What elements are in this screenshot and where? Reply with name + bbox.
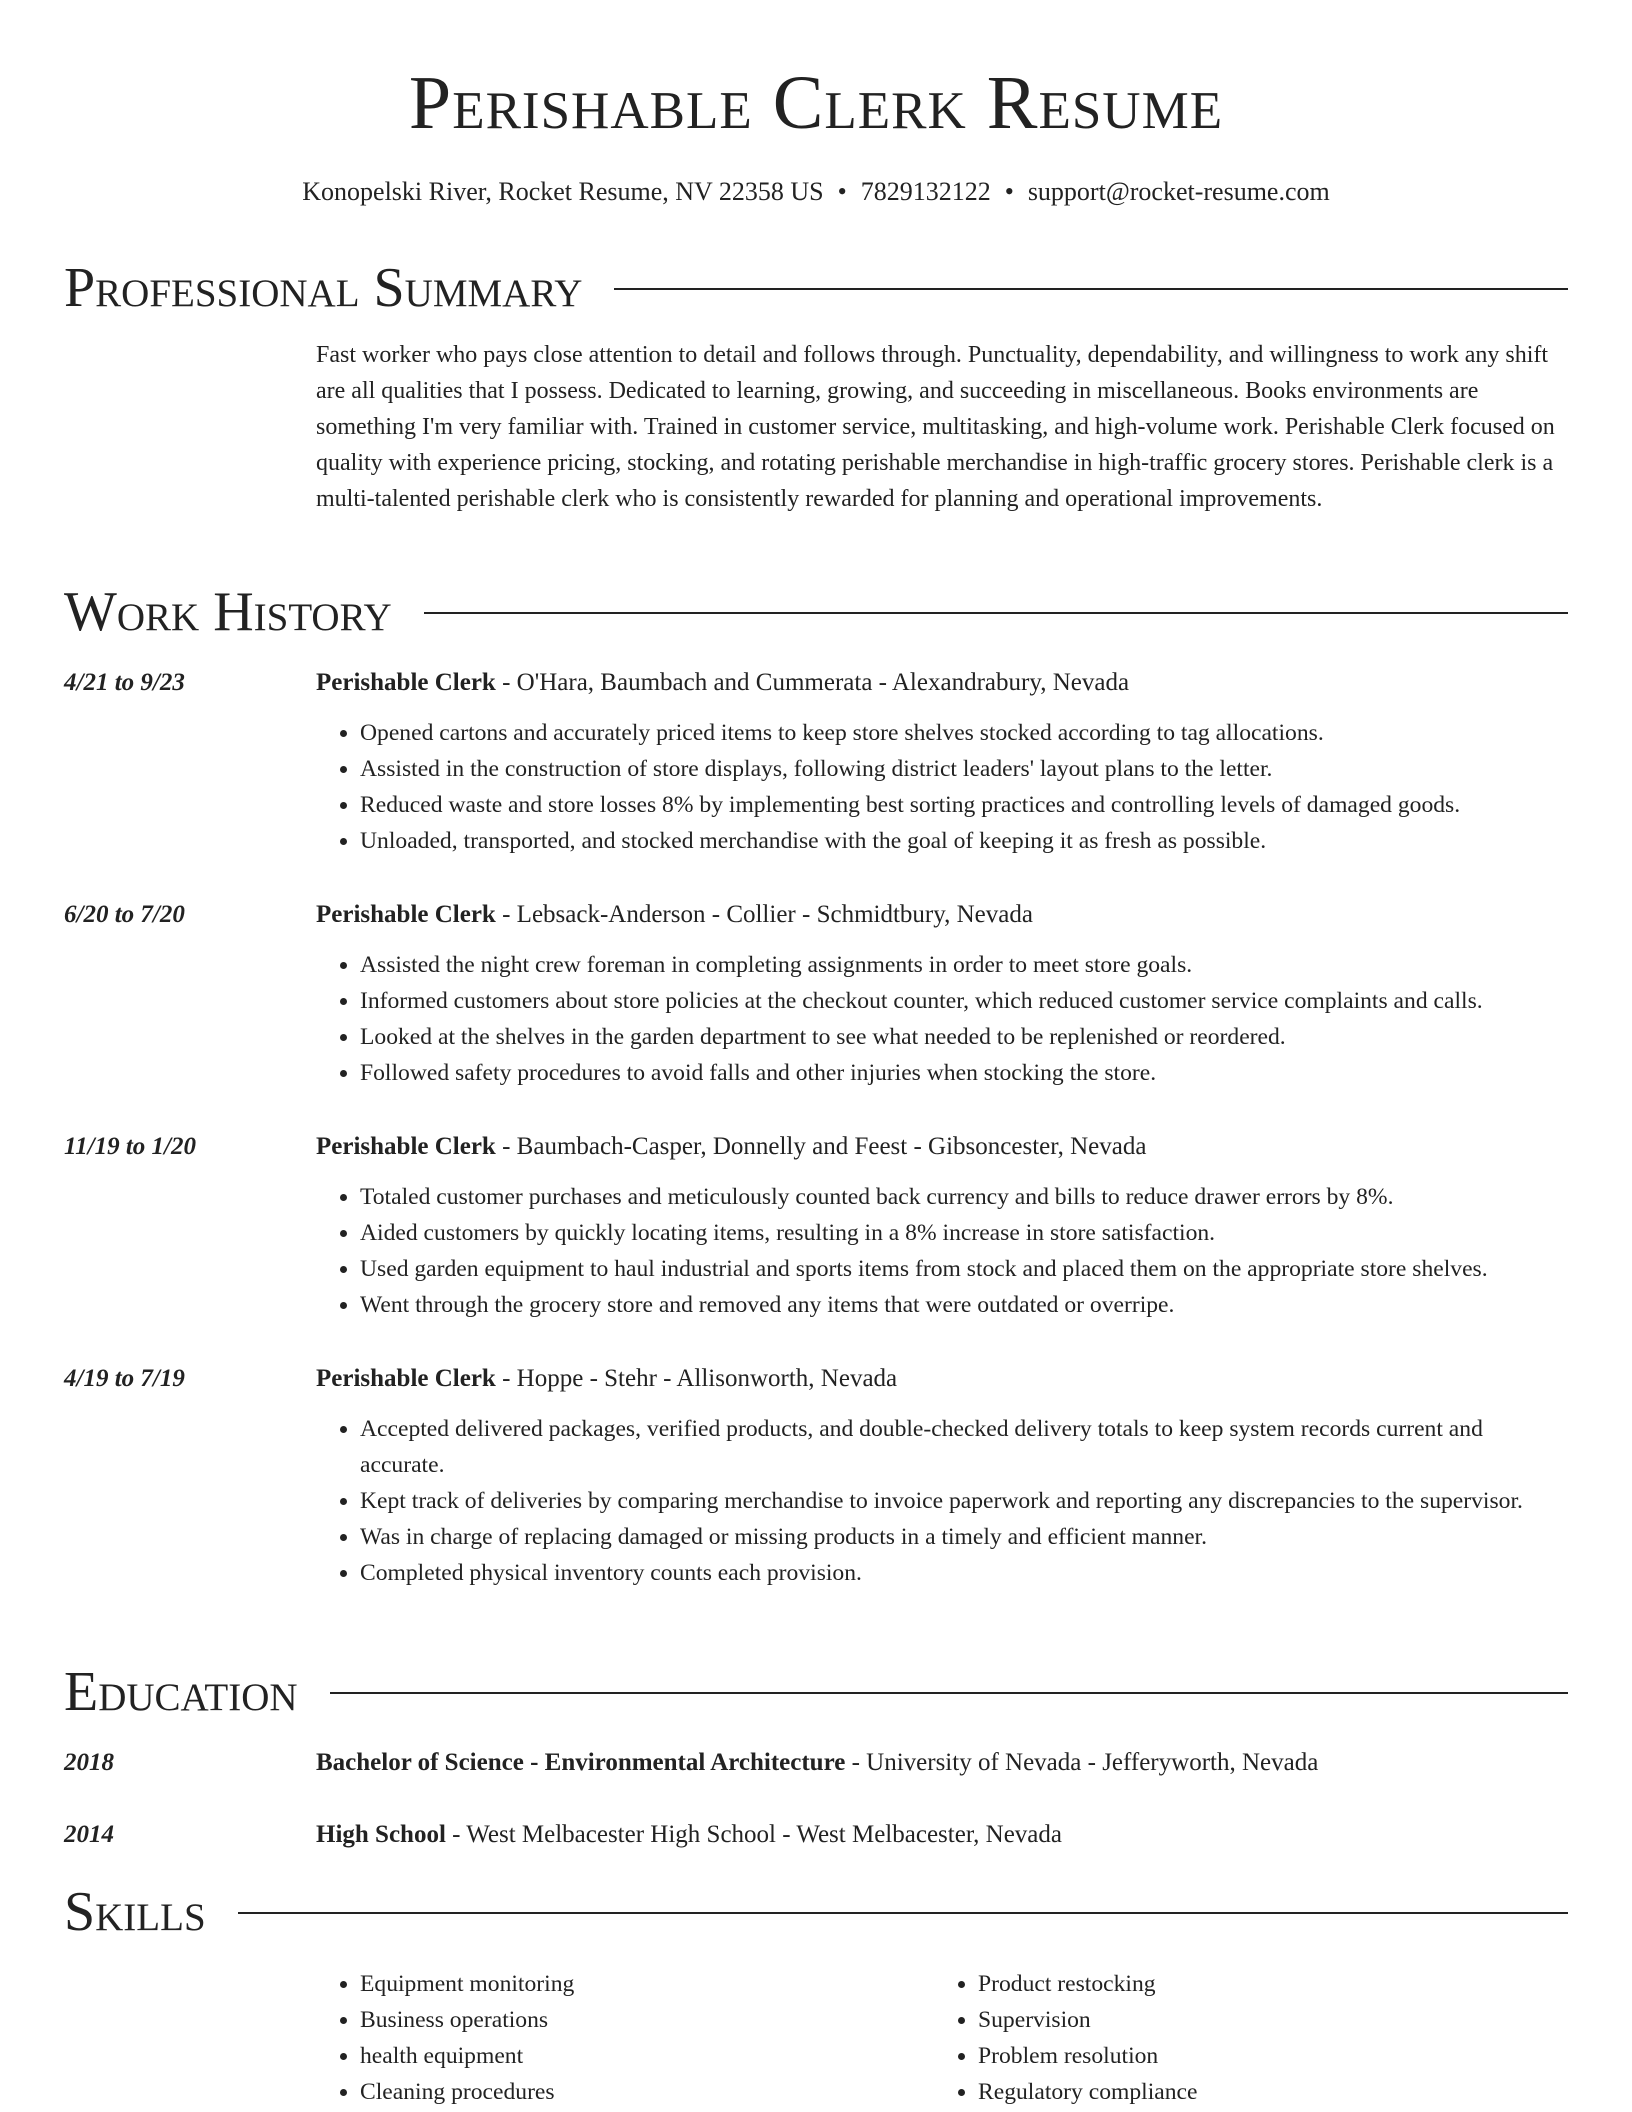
job-title: Perishable Clerk	[316, 901, 496, 928]
section-divider	[330, 1692, 1568, 1694]
contact-email[interactable]: support@rocket-resume.com	[1027, 177, 1330, 206]
skill-item: • Business operations	[360, 2002, 574, 2038]
job-bullet: • Informed customers about store policies at the checkout counter, which reduced customer service complaints and calls.	[360, 983, 1568, 1019]
section-title: Work History	[64, 581, 392, 643]
section-divider	[238, 1912, 1568, 1914]
job-title: Perishable Clerk	[316, 1365, 496, 1392]
education-entry	[64, 1745, 1568, 1781]
education-year: 2018	[64, 1749, 114, 1776]
education-heading	[316, 1745, 1568, 1781]
skill-item: • Product restocking	[978, 1966, 1197, 2002]
section-divider	[614, 288, 1568, 290]
job-heading	[316, 665, 1568, 701]
job-bullet: • Completed physical inventory counts each provision.	[360, 1555, 1568, 1591]
job-bullet: • Looked at the shelves in the garden department to see what needed to be replenished or reordered.	[360, 1019, 1568, 1055]
job-bullet: • Assisted the night crew foreman in completing assignments in order to meet store goals.	[360, 947, 1568, 983]
skills-column-1	[316, 1966, 574, 2110]
contact-separator: •	[1004, 177, 1014, 206]
resume-title: Perishable Clerk Resume	[408, 61, 1224, 145]
section-heading-work-history	[64, 580, 1568, 644]
job-bullet: • Reduced waste and store losses 8% by implementing best sorting practices and controlling levels of damaged goods.	[360, 787, 1568, 823]
job-bullet: • Followed safety procedures to avoid falls and other injuries when stocking the store.	[360, 1055, 1568, 1091]
skills-column-2	[934, 1966, 1197, 2110]
education-year: 2014	[64, 1821, 114, 1848]
job-entry	[64, 1361, 1568, 1591]
job-bullet: • Unloaded, transported, and stocked merchandise with the goal of keeping it as fresh as possible.	[360, 823, 1568, 859]
job-bullet: • Went through the grocery store and removed any items that were outdated or overripe.	[360, 1287, 1568, 1323]
job-entry	[64, 665, 1568, 859]
section-heading-education	[64, 1660, 1568, 1724]
job-bullets	[316, 947, 1568, 1091]
job-dates: 4/21 to 9/23	[64, 669, 185, 696]
education-entry	[64, 1817, 1568, 1853]
skill-item: • Regulatory compliance	[978, 2074, 1197, 2110]
job-details: - Hoppe - Stehr - Allisonworth, Nevada	[495, 1365, 898, 1392]
section-title: Education	[64, 1661, 298, 1723]
job-details: - O'Hara, Baumbach and Cummerata - Alexandrabury, Nevada	[495, 669, 1130, 696]
job-entry	[64, 1129, 1568, 1323]
skill-item: • Cleaning procedures	[360, 2074, 574, 2110]
section-title: Professional Summary	[64, 257, 583, 319]
section-heading-skills	[64, 1880, 1568, 1944]
job-bullet: • Assisted in the construction of store displays, following district leaders' layout plans to the letter.	[360, 751, 1568, 787]
education-degree: Bachelor of Science - Environmental Architecture	[316, 1749, 846, 1776]
skill-item: • Equipment monitoring	[360, 1966, 574, 2002]
job-bullet: • Totaled customer purchases and meticulously counted back currency and bills to reduce drawer errors by 8%.	[360, 1179, 1568, 1215]
job-dates: 4/19 to 7/19	[64, 1365, 185, 1392]
education-degree: High School	[316, 1821, 446, 1848]
education-details: - University of Nevada - Jefferyworth, Nevada	[845, 1749, 1319, 1776]
contact-line	[0, 176, 1632, 208]
job-heading	[316, 1129, 1568, 1165]
section-title: Skills	[64, 1881, 206, 1943]
section-divider	[424, 612, 1568, 614]
job-bullet: • Used garden equipment to haul industrial and sports items from stock and placed them on the appropriate store shelves.	[360, 1251, 1568, 1287]
contact-phone: 7829132122	[860, 177, 991, 206]
job-bullet: • Was in charge of replacing damaged or missing products in a timely and efficient manner.	[360, 1519, 1568, 1555]
education-heading	[316, 1817, 1568, 1853]
job-title: Perishable Clerk	[316, 669, 496, 696]
job-details: - Baumbach-Casper, Donnelly and Feest - Gibsoncester, Nevada	[495, 1133, 1147, 1160]
skill-item: • health equipment	[360, 2038, 574, 2074]
contact-address: Konopelski River, Rocket Resume, NV 22358 US	[302, 177, 824, 206]
contact-separator: •	[837, 177, 847, 206]
job-dates: 11/19 to 1/20	[64, 1133, 196, 1160]
job-dates: 6/20 to 7/20	[64, 901, 185, 928]
education-details: - West Melbacester High School - West Melbacester, Nevada	[445, 1821, 1062, 1848]
job-heading	[316, 1361, 1568, 1397]
job-bullet: • Kept track of deliveries by comparing merchandise to invoice paperwork and reporting any discrepancies to the supervisor.	[360, 1483, 1568, 1519]
summary-text: Fast worker who pays close attention to detail and follows through. Punctuality, dependability, and willingness to work any shift are all qualities that I possess. Dedicated to learning, growing, and succeeding in miscellaneous. Books environments are something I'm very familiar with. Trained in customer service, multitasking, and high-volume work. Perishable Clerk focused on quality with experience pricing, stocking, and rotating perishable merchandise in high-traffic grocery stores. Perishable clerk is a multi-talented perishable clerk who is consistently rewarded for planning and operational improvements.	[316, 342, 1555, 512]
job-bullet: • Aided customers by quickly locating items, resulting in a 8% increase in store satisfaction.	[360, 1215, 1568, 1251]
job-bullet: • Opened cartons and accurately priced items to keep store shelves stocked according to tag allocations.	[360, 715, 1568, 751]
job-heading	[316, 897, 1568, 933]
job-bullet: • Accepted delivered packages, verified products, and double-checked delivery totals to keep system records current and accurate.	[360, 1411, 1568, 1483]
job-bullets	[316, 715, 1568, 859]
skill-item: • Problem resolution	[978, 2038, 1197, 2074]
section-heading-summary	[64, 256, 1568, 320]
job-bullets	[316, 1179, 1568, 1323]
job-entry	[64, 897, 1568, 1091]
job-bullets	[316, 1411, 1568, 1591]
job-title: Perishable Clerk	[316, 1133, 496, 1160]
job-details: - Lebsack-Anderson - Collier - Schmidtbury, Nevada	[495, 901, 1033, 928]
skill-item: • Supervision	[978, 2002, 1197, 2038]
